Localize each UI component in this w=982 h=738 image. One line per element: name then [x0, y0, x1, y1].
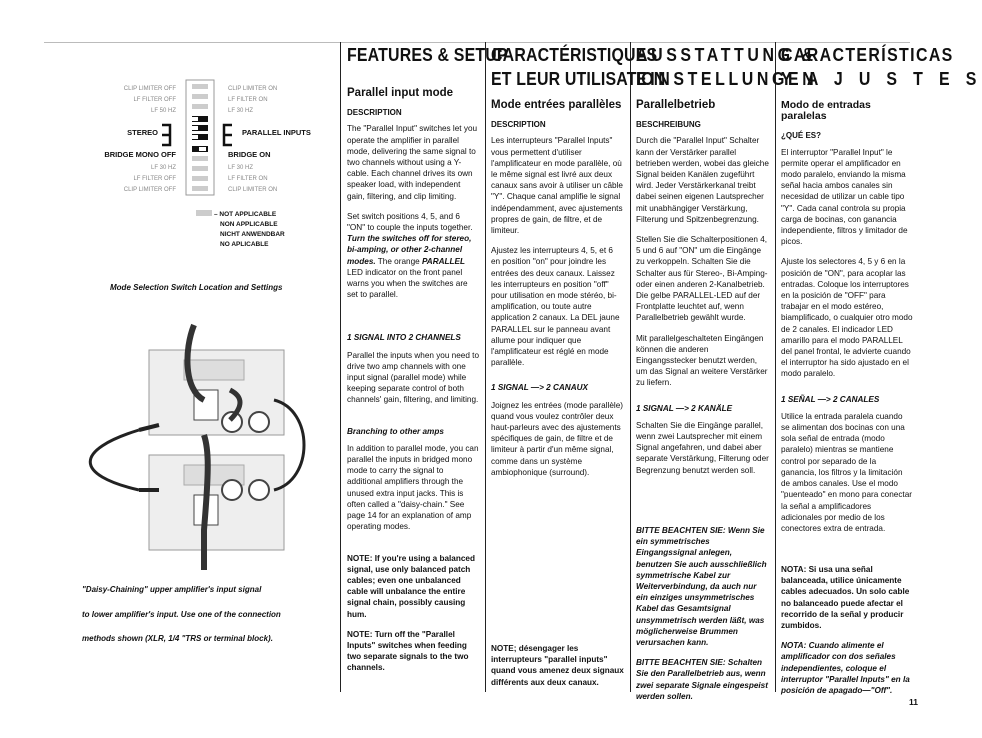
- column-rule-1: [340, 42, 341, 692]
- lower-xlr-jack: [222, 480, 242, 500]
- label-parallel-inputs: PARALLEL INPUTS: [242, 128, 311, 137]
- de-note1: BITTE BEACHTEN SIE: Wenn Sie ein symmetrisches Eingangssignal anlegen, benutzen Sie auch ausschließlich symmetrische Kabel zur Weiterverbindung, da auch nur ein einziges unsymmetrisches Kabel das Gesamtsignal unsymmetrisch werden läßt, was möglicherweise Brummen verursachen kann.: [636, 526, 767, 648]
- label-bridge-on: BRIDGE ON: [228, 150, 271, 159]
- en-note1: NOTE: If you're using a balanced signal, use only balanced patch cables; even one unbalanced cable will unbalance the entire signal chain, possibly causing hum.: [347, 553, 475, 619]
- de-sec1: 1 SIGNAL —> 2 KANÄLE: [636, 403, 733, 413]
- de-p2: Stellen Sie die Schalterpositionen 4, 5 und 6 auf "ON" um die Eingänge zu verkoppeln. Schalten Sie die Schalter aus für Stereo-, Bi-Amping- oder einen anderen 2-Kanalbetrieb. Die gelbe PARALLEL-LED auf der Frontplatte leuchtet auf, wenn Parallelbetrieb gewählt wurde.: [636, 235, 768, 323]
- fr-note: NOTE; désengager les interrupteurs "parallel inputs" quand vous amenez deux signaux différents aux deux canaux.: [491, 644, 624, 687]
- daisy-chain-illustration: [44, 330, 314, 570]
- label-clip-limiter-off-top: CLIP LIMITER OFF: [123, 86, 176, 92]
- switch-caption: Mode Selection Switch Location and Settings: [110, 283, 283, 292]
- en-p4: In addition to parallel mode, you can parallel the inputs in bridged mono mode to carry the signal to additional amplifiers through the unused extra input jacks. This is often called a "daisy-chain." See page 14 for an explanation of amp operating modes.: [347, 443, 479, 532]
- label-lf50-top: LF 50 HZ: [150, 108, 176, 114]
- fr-p2: Ajustez les interrupteurs 4, 5, et 6 en position "on" pour joindre les entrées des deux canaux. Laissez les interrupteurs en position "off" pour utilisation en mode stéréo, bi-amplification, ou toute autre application 2 canaux. La DEL jaune PARALLEL sur le panneau avant allume pour indiquer que l'amplificateur est réglé en mode parallèle.: [491, 246, 620, 368]
- label-clip-limiter-on-bottom: CLIP LIMITER ON: [228, 187, 278, 193]
- es-note1: NOTA: Si usa una señal balanceada, utilice únicamente cables adecuados. Un solo cable no balanceado puede afectar el recorrido de la señal y producir zumbidos.: [781, 565, 910, 631]
- en-sec1: 1 SIGNAL INTO 2 CHANNELS: [347, 333, 461, 343]
- en-sec2: Branching to other amps: [347, 426, 444, 436]
- fr-desc-head: DESCRIPTION: [491, 120, 546, 130]
- en-title: FEATURES & SETUP: [347, 44, 508, 65]
- daisy-caption-line-2: to lower amplifier's input. Use one of the connection: [82, 610, 281, 619]
- french-column: [491, 42, 666, 687]
- legend-non-applicable: NON APPLICABLE: [220, 221, 278, 228]
- fr-title-2: ET LEUR UTILISATION: [491, 68, 666, 89]
- de-p1: Durch die "Parallel Input" Schalter kann der Verstärker parallel betrieben werden, wobei das gleiche Signal beiden Kanälen zugeführt wird. Jeder Verstärkerkanal treibt dabei seinen eigenen Lautsprecher mit unabhängiger Verstärkung, Filterung und Spitzenbegrenzung.: [636, 136, 769, 224]
- es-p1: El interruptor "Parallel Input" le permite operar el amplificador en modo paralelo, enviando la misma señal hacia ambos canales sin necesidad de utilizar un cable tipo "Y". Cada canal controla su propia carga de bocinas, con ganancia independiente, filtros y limitador de picos.: [781, 147, 908, 247]
- es-subtitle: Modo de entradas paralelas: [781, 99, 871, 123]
- legend-nicht-anwendbar: NICHT ANWENDBAR: [220, 231, 285, 238]
- fr-sec1: 1 SIGNAL —> 2 CANAUX: [491, 383, 588, 393]
- de-title-1: AUSSTATTUNG &: [636, 44, 817, 65]
- en-p1: The "Parallel Input" switches let you operate the amplifier in parallel mode, delivering the same signal to two channels without using a Y-cable. Each channel drives its own speaker load, with independent gain, filtering, and clip limiting.: [347, 124, 478, 201]
- label-lf-filter-off-bottom: LF FILTER OFF: [133, 176, 176, 182]
- es-desc-head: ¿QUÉ ES?: [781, 131, 822, 141]
- de-subtitle: Parallelbetrieb: [636, 99, 716, 111]
- es-note2: NOTA: Cuando alimente el amplificador con dos señales independientes, coloque el interruptor "Parallel Inputs" en la posición de apagado—"Off".: [781, 641, 910, 696]
- es-p2: Ajuste los selectores 4, 5 y 6 en la posición de "ON", para acoplar las entradas. Coloque los interruptores en la posición de "OFF" para trabajar en el modo estéreo, biamplificado, o cualquier otro modo de 2 canales. El indicador LED amarillo para el modo PARALLEL del panel frontal, le advierte cuando el interruptor ha sido ajustado en el modo paralelo.: [781, 257, 913, 379]
- de-p3: Mit parallelgeschalteten Eingängen können die anderen Eingangsstecker benutzt werden, um das Signal an weitere Verstärker zu liefern.: [636, 333, 768, 388]
- spanish-column: [781, 42, 982, 696]
- daisy-caption-line-1: "Daisy-Chaining" upper amplifier's input signal: [82, 585, 262, 594]
- legend-not-applicable: – NOT APPLICABLE: [214, 211, 277, 218]
- en-note2: NOTE: Turn off the "Parallel Inputs" switches when feeding two separate signals to the two channels.: [347, 629, 469, 673]
- es-title-1: CARACTERÍSTICAS: [781, 44, 954, 65]
- fr-p3: Joignez les entrées (mode parallèle) quand vous voulez contrôler deux haut-parleurs avec des ajustements spécifiques de gain, de filtre et de limiteur à partir d'un même signal, comme dans un système ambiophonique (surround).: [491, 400, 623, 477]
- label-clip-limiter-off-bottom: CLIP LIMITER OFF: [123, 187, 176, 193]
- column-rule-3: [630, 42, 631, 692]
- column-rule-2: [485, 42, 486, 692]
- label-lf-filter-on-bottom: LF FILTER ON: [228, 176, 268, 182]
- label-clip-limiter-on-top: CLIP LIMITER ON: [228, 86, 278, 92]
- fr-title-1: CARACTÉRISTIQUES: [491, 44, 658, 65]
- de-note2: BITTE BEACHTEN SIE: Schalten Sie den Parallelbetrieb aus, wenn zwei separate Signale eingespeist werden sollen.: [636, 658, 768, 701]
- en-p3: Parallel the inputs when you need to drive two amp channels with one input signal (parallel mode) while keeping separate control of both channels' gain, filtering, and limiting.: [347, 350, 479, 405]
- english-column: [347, 42, 508, 683]
- en-desc-head: DESCRIPTION: [347, 108, 402, 118]
- label-stereo: STEREO: [127, 128, 158, 137]
- de-title-2: EINSTELLUNGEN: [636, 68, 818, 89]
- en-subtitle: Parallel input mode: [347, 87, 454, 99]
- label-lf-filter-on-top: LF FILTER ON: [228, 97, 268, 103]
- legend-no-aplicable: NO APLICABLE: [220, 241, 269, 248]
- de-p4: Schalten Sie die Eingänge parallel, wenn zwei Lautsprecher mit einem Signal angefahren, und dabei aber separate Verstärkung, Filterung oder Begrenzung benutzt werden soll.: [636, 420, 769, 475]
- fr-p1: Les interrupteurs "Parallel Inputs" vous permettent d'utiliser l'amplificateur en mode parallèle, où le même signal est livré aux deux canaux sans avoir à utiliser un câble "Y". Chaque canal amplifie le signal indépendamment, avec ajustements propres de gain, de filtre, et de limiteur.: [491, 136, 623, 236]
- label-lf30-top-right: LF 30 HZ: [228, 108, 254, 114]
- terminal-block-cable: [90, 430, 139, 490]
- switch-diagram: [100, 80, 320, 255]
- column-rule-4: [775, 42, 776, 692]
- page-number: 11: [909, 697, 918, 707]
- label-lf30-bottom-right: LF 30 HZ: [228, 165, 254, 171]
- label-lf-filter-off-top: LF FILTER OFF: [133, 97, 176, 103]
- de-desc-head: BESCHREIBUNG: [636, 120, 701, 130]
- daisy-caption-line-3: methods shown (XLR, 1/4 "TRS or terminal block).: [82, 634, 273, 643]
- es-sec1: 1 SEÑAL —> 2 CANALES: [781, 394, 880, 404]
- label-lf30-bottom: LF 30 HZ: [150, 165, 176, 171]
- en-p2: Set switch positions 4, 5, and 6 "ON" to couple the inputs together. Turn the switches off for stereo, bi-amping, or other 2-channel modes. The orange PARALLEL LED indicator on the front panel warns you when the switches are set to parallel.: [347, 211, 473, 300]
- legend-swatch: [196, 210, 212, 216]
- fr-subtitle: Mode entrées parallèles: [491, 99, 622, 111]
- label-bridge-mono-off: BRIDGE MONO OFF: [104, 150, 176, 159]
- es-p3: Utilice la entrada paralela cuando se alimentan dos bocinas con una sola señal de entrada (modo paralelo) mientras se mantiene control por separado de la ganancia, los filtros y la limitación de ambos canales. Use el modo "puenteado" en mono para conectar la señal a amplificadores adicionales por medio de los conectores extra de entrada.: [781, 411, 912, 533]
- es-title-2: Y A J U S T E S: [781, 68, 982, 89]
